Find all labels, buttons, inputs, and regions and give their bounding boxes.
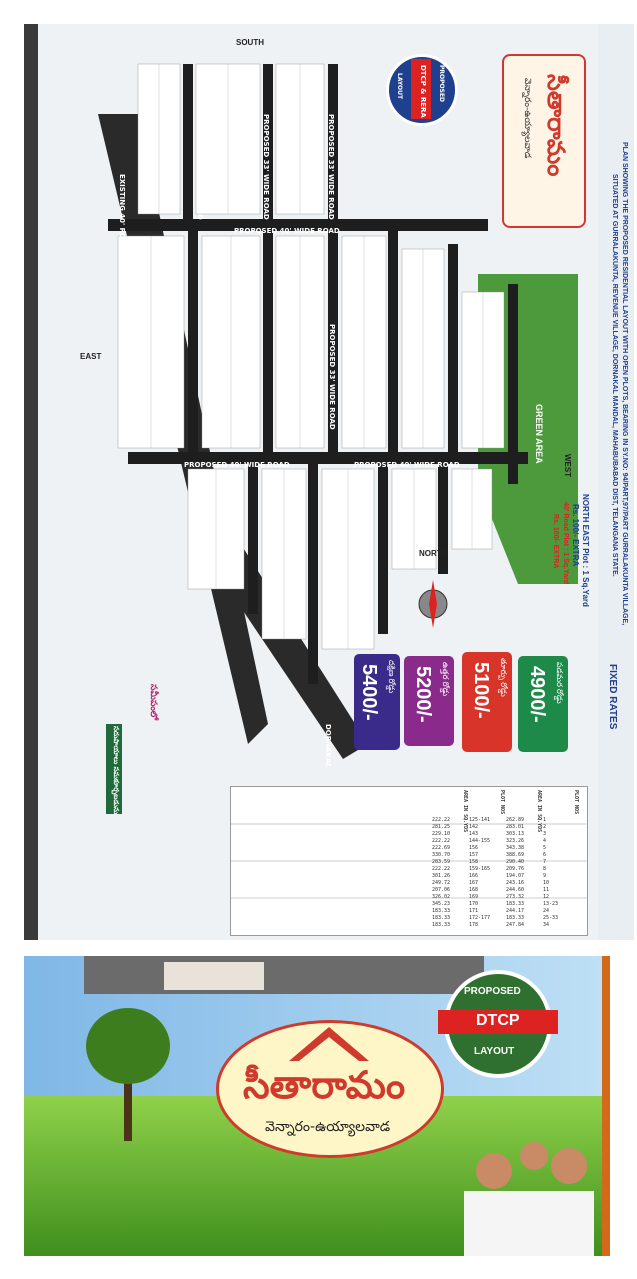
road-label-40b: PROPOSED 40' WIDE ROAD xyxy=(184,461,290,469)
table-cell: 194.07 xyxy=(506,873,525,879)
flyer-edge xyxy=(24,24,38,940)
table-cell: 326.02 xyxy=(432,894,451,900)
table-cell: 144-155 xyxy=(469,838,491,844)
table-cell: 209.76 xyxy=(506,866,525,872)
table-cell: 343.38 xyxy=(506,845,525,851)
rate-west-label: పడమర రోడ్డు xyxy=(555,662,564,704)
table-cell: 156 xyxy=(469,845,479,851)
direction-south: SOUTH xyxy=(236,38,264,47)
rate-box-north xyxy=(404,656,454,746)
plan-flyer xyxy=(24,24,634,940)
rate-box-south xyxy=(354,654,400,750)
road-label-33e: PROPOSED 33' WIDE ROAD xyxy=(328,324,336,430)
rate-north-label: ఉత్తర రోడ్డు xyxy=(441,662,450,697)
table-cell: 222.69 xyxy=(432,845,451,851)
table-cell: 3 xyxy=(543,831,547,837)
brand-tagline-brochure: వెన్నారం-ఉయ్యాలవాడ xyxy=(265,1119,391,1135)
table-cell: 24 xyxy=(543,908,550,914)
rate-south-label: దక్షిణ రోడ్డు xyxy=(387,660,396,694)
road-label-40a: PROPOSED 40' WIDE ROAD xyxy=(234,227,340,235)
brochure-photo xyxy=(24,956,610,1256)
brand-logo-flyer xyxy=(502,54,586,228)
rate-north-east: NORTH EAST Plot : 1 Sq.Yard xyxy=(581,494,590,607)
direction-west: WEST xyxy=(563,454,572,478)
table-cell: 243.16 xyxy=(506,880,525,886)
table-cell: 6 xyxy=(543,852,547,858)
brand-tagline-flyer: వెన్నారం-ఉయ్యాలవాడ xyxy=(522,78,532,159)
plan-title-line2: SITUATED AT GURRALAKUNTA, REVENUE VILLAGE, DORNAKAL MANDAL, MAHABUBABAD DIST, TELANGANA STATE. xyxy=(611,174,618,577)
table-cell: 168 xyxy=(469,887,479,893)
tree-icon xyxy=(86,1008,170,1084)
road-label-dornakal: DORNAKAL xyxy=(324,724,332,768)
table-cell: 158 xyxy=(469,859,479,865)
badge-middle-text: DTCP & RERA xyxy=(419,65,427,118)
table-cell: 167 xyxy=(469,880,479,886)
table-header-cell: PLOT NOS xyxy=(499,790,505,815)
plot-area-table xyxy=(230,786,588,936)
table-header-cell: AREA IN SQ.YDS xyxy=(462,790,468,833)
fixed-rates-label: FIXED RATES xyxy=(607,664,618,730)
table-cell: 244.17 xyxy=(506,908,525,914)
dtcp-badge-middle: DTCP xyxy=(476,1012,520,1029)
rate-box-west xyxy=(518,656,568,752)
table-cell: 169 xyxy=(469,894,479,900)
house-roof-icon xyxy=(289,1027,369,1061)
nearby-title: సమీపంలో xyxy=(148,684,158,721)
table-cell: 178 xyxy=(469,922,479,928)
table-cell: 172-177 xyxy=(469,915,491,921)
table-cell: 183.33 xyxy=(432,922,451,928)
table-header-cell: AREA IN SQ.YDS xyxy=(536,790,542,833)
table-cell: 222.22 xyxy=(432,838,451,844)
table-cell: 247.84 xyxy=(506,922,525,928)
table-cell: 5 xyxy=(543,845,547,851)
dtcp-rera-badge xyxy=(386,54,458,126)
dtcp-badge-bottom: LAYOUT xyxy=(474,1046,515,1057)
road-label-33a: PROPOSED 33' WIDE ROAD xyxy=(196,114,204,220)
table-cell: 183.33 xyxy=(506,901,525,907)
rate-north-east-extra: Rs. 100/- EXTRA xyxy=(571,504,580,567)
table-cell: 262.89 xyxy=(506,817,525,823)
table-cell: 13-23 xyxy=(543,901,559,907)
road-label-40c: PROPOSED 40' WIDE ROAD xyxy=(354,461,460,469)
table-cell: 183.33 xyxy=(432,908,451,914)
table-cell: 34 xyxy=(543,922,550,928)
table-cell: 11 xyxy=(543,887,550,893)
table-cell: 229.10 xyxy=(432,831,451,837)
table-cell: 9 xyxy=(543,873,547,879)
table-cell: 283.59 xyxy=(432,859,451,865)
direction-north: NORTH xyxy=(419,549,448,558)
table-cell: 222.22 xyxy=(432,866,451,872)
dtcp-badge-top: PROPOSED xyxy=(464,986,521,997)
table-cell: 170 xyxy=(469,901,479,907)
table-cell: 345.23 xyxy=(432,901,451,907)
table-cell: 7 xyxy=(543,859,547,865)
features-title: సదుపాయాలు సమకూర్చబడును xyxy=(112,726,120,815)
rate-north-price: 5200/- xyxy=(412,666,434,723)
plan-title-line1: PLAN SHOWING THE PROPOSED RESIDENTIAL LAYOUT WITH OPEN PLOTS, BEARING IN SY.NO: 94/PART,97/PART GURRALAKUNTA VILLAGE, xyxy=(621,142,628,626)
table-cell: 157 xyxy=(469,852,479,858)
table-cell: 281.25 xyxy=(432,824,451,830)
rate-road40: 40' Road Plot : 1 Sq.Yard xyxy=(562,502,569,585)
table-cell: 183.33 xyxy=(506,915,525,921)
table-cell: 142 xyxy=(469,824,479,830)
table-cell: 183.33 xyxy=(432,915,451,921)
table-cell: 2 xyxy=(543,824,547,830)
table-cell: 10 xyxy=(543,880,550,886)
rate-east-label: తూర్పు రోడ్డు xyxy=(499,658,508,697)
table-header-cell: PLOT NOS xyxy=(573,790,579,815)
table-cell: 249.72 xyxy=(432,880,451,886)
table-cell: 12 xyxy=(543,894,550,900)
table-cell: 25-33 xyxy=(543,915,559,921)
table-cell: 4 xyxy=(543,838,547,844)
table-cell: 301.26 xyxy=(432,873,451,879)
table-cell: 166 xyxy=(469,873,479,879)
direction-east: EAST xyxy=(80,352,102,361)
rate-box-east xyxy=(462,652,512,752)
badge-top-text: PROPOSED xyxy=(438,65,445,103)
table-cell: 1 xyxy=(543,817,547,823)
table-cell: 244.60 xyxy=(506,887,525,893)
table-cell: 222.22 xyxy=(432,817,451,823)
rate-road40-extra: Rs. 100/- EXTRA xyxy=(552,514,559,569)
table-cell: 290.40 xyxy=(506,859,525,865)
brand-name-flyer: సీతారామం xyxy=(542,74,570,177)
road-label-33b: PROPOSED 33' WIDE ROAD xyxy=(262,114,270,220)
rate-west-price: 4900/- xyxy=(526,666,548,723)
table-cell: 273.32 xyxy=(506,894,525,900)
road-label-33c: PROPOSED 33' WIDE ROAD xyxy=(327,114,335,220)
rate-south-price: 5400/- xyxy=(358,664,380,721)
table-cell: 323.26 xyxy=(506,838,525,844)
dtcp-badge xyxy=(444,970,552,1078)
brand-name-brochure: సీతారామం xyxy=(243,1063,406,1107)
badge-bottom-text: LAYOUT xyxy=(396,73,403,100)
family-person-icon xyxy=(476,1153,512,1189)
table-body xyxy=(231,787,587,935)
road-label-existing: EXISTING 40' ROAD xyxy=(118,174,126,250)
green-area-label: GREEN AREA xyxy=(534,404,544,464)
rate-east-price: 5100/- xyxy=(470,662,492,719)
table-cell: 388.69 xyxy=(506,852,525,858)
table-cell: 207.06 xyxy=(432,887,451,893)
table-cell: 330.70 xyxy=(432,852,451,858)
road-label-33d: PROPOSED 33' WIDE ROAD xyxy=(201,324,209,430)
table-cell: 8 xyxy=(543,866,547,872)
table-cell: 283.01 xyxy=(506,824,525,830)
table-cell: 159-165 xyxy=(469,866,491,872)
table-cell: 143 xyxy=(469,831,479,837)
brand-logo-brochure xyxy=(216,1020,444,1158)
table-cell: 171 xyxy=(469,908,479,914)
table-cell: 303.13 xyxy=(506,831,525,837)
table-cell: 125-141 xyxy=(469,817,491,823)
